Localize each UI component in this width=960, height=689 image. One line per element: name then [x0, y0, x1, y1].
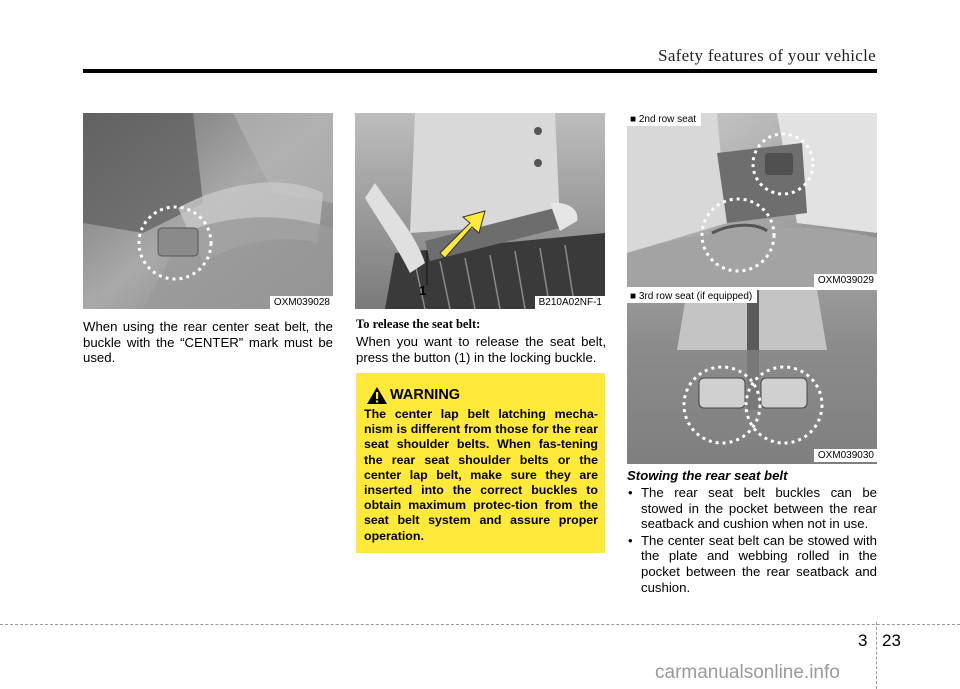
image-code-label: B210A02NF-1	[535, 296, 605, 309]
release-seat-belt-heading: To release the seat belt:	[356, 317, 481, 331]
release-seat-belt-paragraph: When you want to release the seat belt, press the button (1) in the locking buckle.	[356, 334, 606, 365]
stowing-heading: Stowing the rear seat belt	[627, 468, 788, 483]
watermark: carmanualsonline.info	[655, 662, 840, 683]
list-item: • The rear seat belt buckles can be stowed in the pocket between the rear seatback and cushion when not in use.	[627, 485, 877, 532]
rear-center-buckle-illustration	[83, 113, 333, 309]
second-row-seat-illustration	[627, 113, 877, 287]
second-row-seat-image	[627, 113, 877, 287]
callout-number: 1	[419, 283, 427, 298]
warning-text: The center lap belt latching mecha-nism is different from those for the rear seat shoulder belts. When fas-tening the rear seat shoulder belts or the center lap belt, make sure they are inserted into the correct buckles to obtain maximum protec-tion from the seat belt system and assure proper operation.	[364, 407, 598, 543]
image-tag-label: ■ 2nd row seat	[627, 113, 701, 126]
page-header-title: Safety features of your vehicle	[658, 46, 876, 65]
footer-divider	[876, 622, 877, 689]
third-row-seat-image	[627, 290, 877, 464]
center-belt-paragraph: When using the rear center seat belt, the buckle with the “CENTER” mark must be used.	[83, 319, 333, 366]
warning-title: WARNING	[390, 387, 461, 403]
footer-rule	[0, 624, 960, 625]
release-seat-belt-image	[355, 113, 605, 309]
third-row-seat-illustration	[627, 290, 877, 464]
warning-box	[356, 373, 605, 553]
image-code-label: OXM039029	[814, 274, 877, 287]
image-code-label: OXM039028	[270, 296, 333, 309]
image-tag-label: ■ 3rd row seat (if equipped)	[627, 290, 757, 303]
image-code-label: OXM039030	[814, 449, 877, 462]
chapter-number: 3	[858, 631, 868, 650]
header-rule	[83, 69, 877, 73]
release-seat-belt-illustration	[355, 113, 605, 309]
rear-center-buckle-image	[83, 113, 333, 309]
list-item: • The center seat belt can be stowed with the plate and webbing rolled in the pocket between the rear seatback and cushion.	[627, 533, 877, 595]
warning-triangle-icon	[366, 386, 388, 405]
stowing-bullet-list	[627, 485, 877, 595]
page-number: 23	[882, 631, 901, 650]
